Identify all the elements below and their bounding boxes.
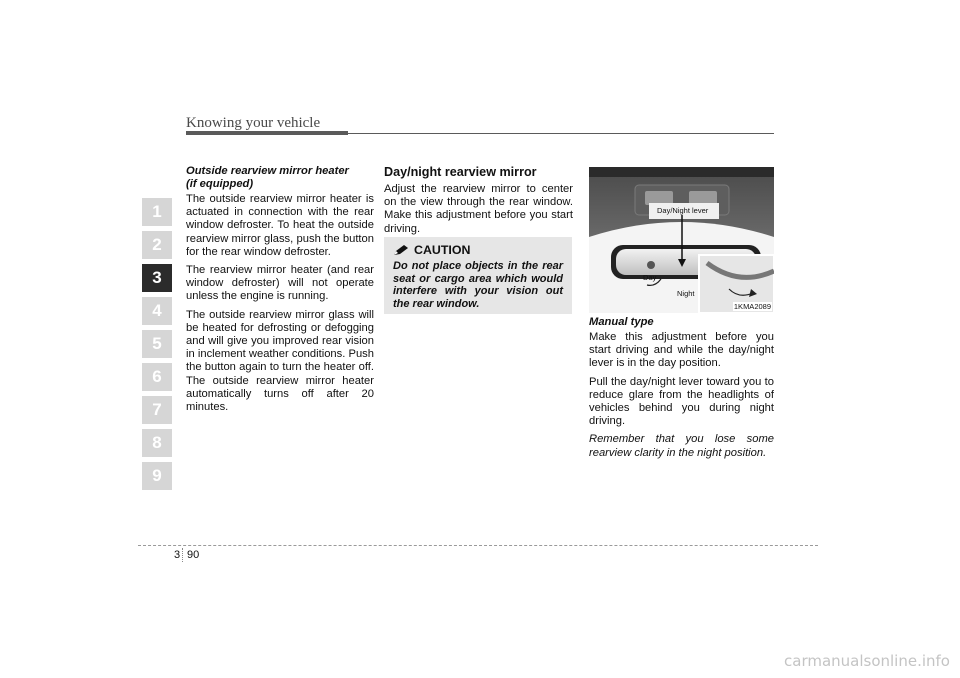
caution-label: CAUTION — [414, 243, 471, 257]
chapter-tab-7[interactable]: 7 — [142, 396, 172, 424]
mirror-heater-heading-line1: Outside rearview mirror heater — [186, 165, 349, 177]
manual-type-heading: Manual type — [589, 316, 654, 328]
chapter-tab-8[interactable]: 8 — [142, 429, 172, 457]
footer-rule — [138, 545, 818, 546]
chapter-tab-3[interactable]: 3 — [142, 264, 172, 292]
chapter-tab-1[interactable]: 1 — [142, 198, 172, 226]
chapter-tab-2[interactable]: 2 — [142, 231, 172, 259]
day-night-mirror-para1: Adjust the rearview mirror to center on the view through the rear window. Make this adjustment before you start driving. — [384, 183, 573, 235]
day-night-mirror-heading: Day/night rearview mirror — [384, 165, 537, 179]
footer-chapter: 3 — [174, 549, 181, 561]
mirror-heater-para1: The outside rearview mirror heater is actuated in connection with the rear window defroster. To heat the outside rearview mirror glass, push the button for the rear window defroster. — [186, 193, 374, 258]
watermark: carmanualsonline.info — [784, 652, 950, 670]
caution-box — [384, 237, 572, 314]
manual-type-note: Remember that you lose some rearview clarity in the night position. — [589, 433, 774, 459]
footer-page: 90 — [187, 549, 200, 561]
figure-label-day: Day — [643, 273, 657, 282]
figure-code: 1KMA2089 — [733, 302, 771, 311]
header-rule-thick — [186, 131, 348, 135]
header-rule-thin — [348, 133, 774, 134]
footer-separator — [182, 548, 183, 562]
left-column — [186, 165, 374, 419]
chapter-tab-6[interactable]: 6 — [142, 363, 172, 391]
manual-type-para2: Pull the day/night lever toward you to reduce glare from the headlights of vehicles behind you during night driving. — [589, 375, 774, 428]
mirror-heater-para3: The outside rearview mirror glass will be heated for defrosting or defogging and will give you improved rear vision in inclement weather conditions. Push the button again to turn the heater off. The outside rearview mirror heater automatically turns off after 20 minutes. — [186, 308, 374, 414]
right-column — [589, 316, 774, 465]
caution-text: Do not place objects in the rear seat or cargo area which would interfere with your vision out the rear window. — [393, 260, 563, 310]
mirror-heater-heading-line2: (if equipped) — [186, 178, 254, 190]
caution-header — [393, 243, 563, 257]
chapter-tab-4[interactable]: 4 — [142, 297, 172, 325]
mirror-heater-para2: The rearview mirror heater (and rear window defroster) will not operate unless the engine is running. — [186, 264, 374, 303]
figure-label-lever: Day/Night lever — [657, 206, 709, 215]
chapter-tab-5[interactable]: 5 — [142, 330, 172, 358]
pencil-icon — [393, 245, 409, 256]
rearview-mirror-figure — [589, 167, 774, 313]
header-title: Knowing your vehicle — [186, 115, 321, 131]
chapter-tab-9[interactable]: 9 — [142, 462, 172, 490]
mirror-heater-heading — [186, 165, 374, 191]
manual-type-para1: Make this adjustment before you start driving and while the day/night lever is in the day position. — [589, 331, 774, 370]
figure-label-night: Night — [677, 289, 695, 298]
middle-column — [384, 165, 573, 241]
chapter-tabs — [142, 198, 172, 495]
